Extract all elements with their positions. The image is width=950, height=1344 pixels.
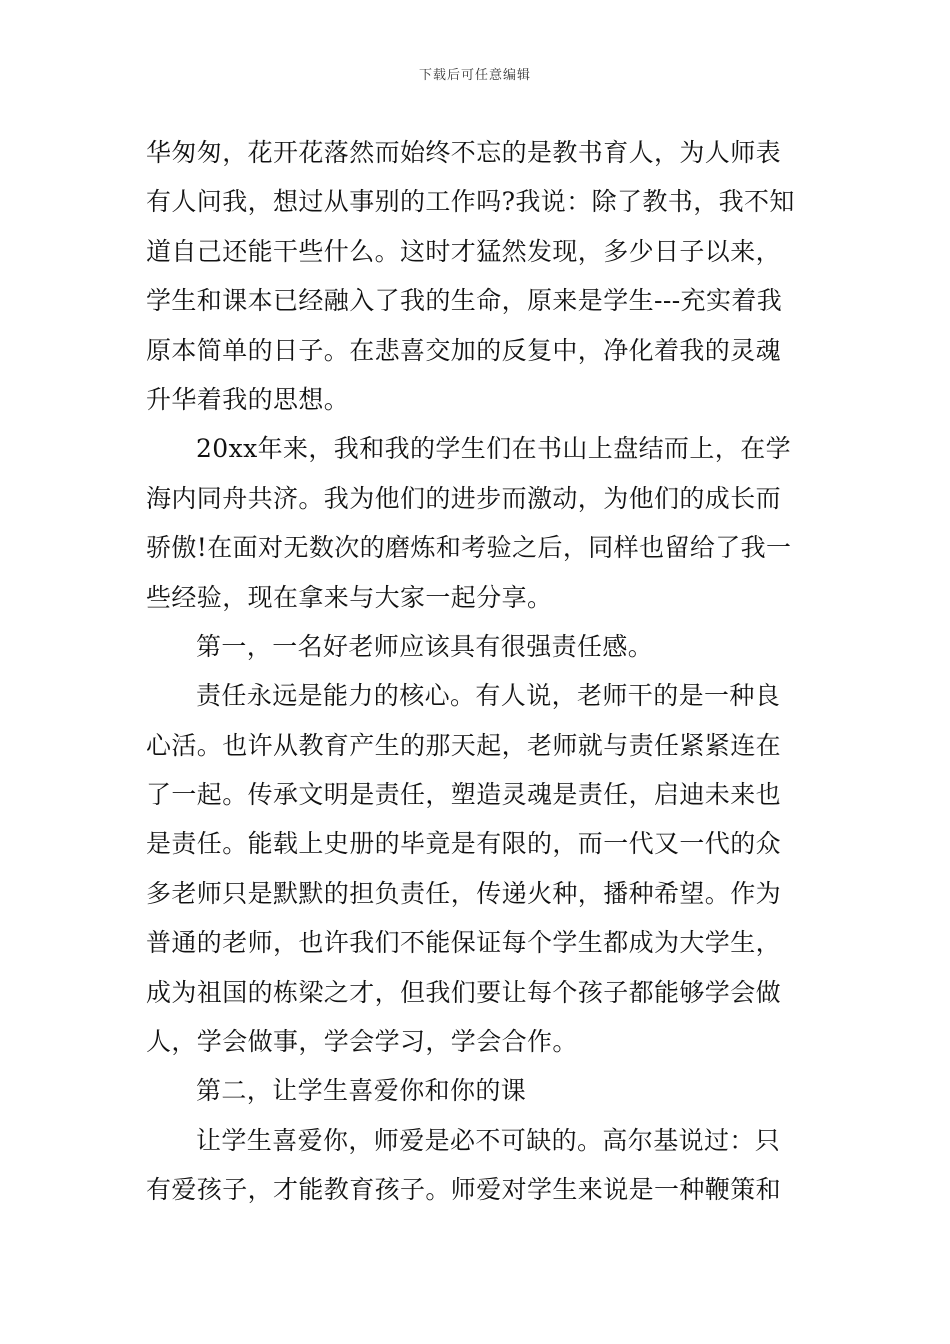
text-line: 海内同舟共济。我为他们的进步而激动，为他们的成长而: [146, 483, 782, 513]
section-heading: 第二，让学生喜爱你和你的课: [196, 1076, 527, 1106]
text-line: 20xx年来，我和我的学生们在书山上盘结而上，在学: [196, 434, 792, 464]
text-line: 有人问我，想过从事别的工作吗?我说：除了教书，我不知: [146, 187, 795, 217]
text-line: 些经验，现在拿来与大家一起分享。: [146, 582, 553, 612]
text-line: 有爱孩子，才能教育孩子。师爱对学生来说是一种鞭策和: [146, 1175, 782, 1205]
text-line: 学生和课本已经融入了我的生命，原来是学生---充实着我: [146, 286, 783, 316]
text-line: 原本简单的日子。在悲喜交加的反复中，净化着我的灵魂: [146, 335, 782, 365]
text-line: 骄傲!在面对无数次的磨炼和考验之后，同样也留给了我一: [146, 533, 792, 563]
page-header-note: 下载后可任意编辑: [418, 68, 531, 83]
text-line: 普通的老师，也许我们不能保证每个学生都成为大学生，: [146, 928, 782, 958]
text-line: 心活。也许从教育产生的那天起，老师就与责任紧紧连在: [146, 730, 782, 760]
document-body: [146, 128, 826, 1215]
text-line: 让学生喜爱你，师爱是必不可缺的。高尔基说过：只: [196, 1125, 781, 1155]
section-heading: 第一，一名好老师应该具有很强责任感。: [196, 631, 654, 661]
text-line: 责任永远是能力的核心。有人说，老师干的是一种良: [196, 681, 781, 711]
text-line: 多老师只是默默的担负责任，传递火种，播种希望。作为: [146, 878, 782, 908]
text-line: 升华着我的思想。: [146, 384, 350, 414]
text-line: 成为祖国的栋梁之才，但我们要让每个孩子都能够学会做: [146, 977, 782, 1007]
text-line: 了一起。传承文明是责任，塑造灵魂是责任，启迪未来也: [146, 780, 782, 810]
text-line: 是责任。能载上史册的毕竟是有限的，而一代又一代的众: [146, 829, 782, 859]
text-line: 人，学会做事，学会学习，学会合作。: [146, 1027, 578, 1057]
text-line: 道自己还能干些什么。这时才猛然发现，多少日子以来，: [146, 236, 782, 266]
text-line: 华匆匆，花开花落然而始终不忘的是教书育人，为人师表: [146, 138, 782, 167]
